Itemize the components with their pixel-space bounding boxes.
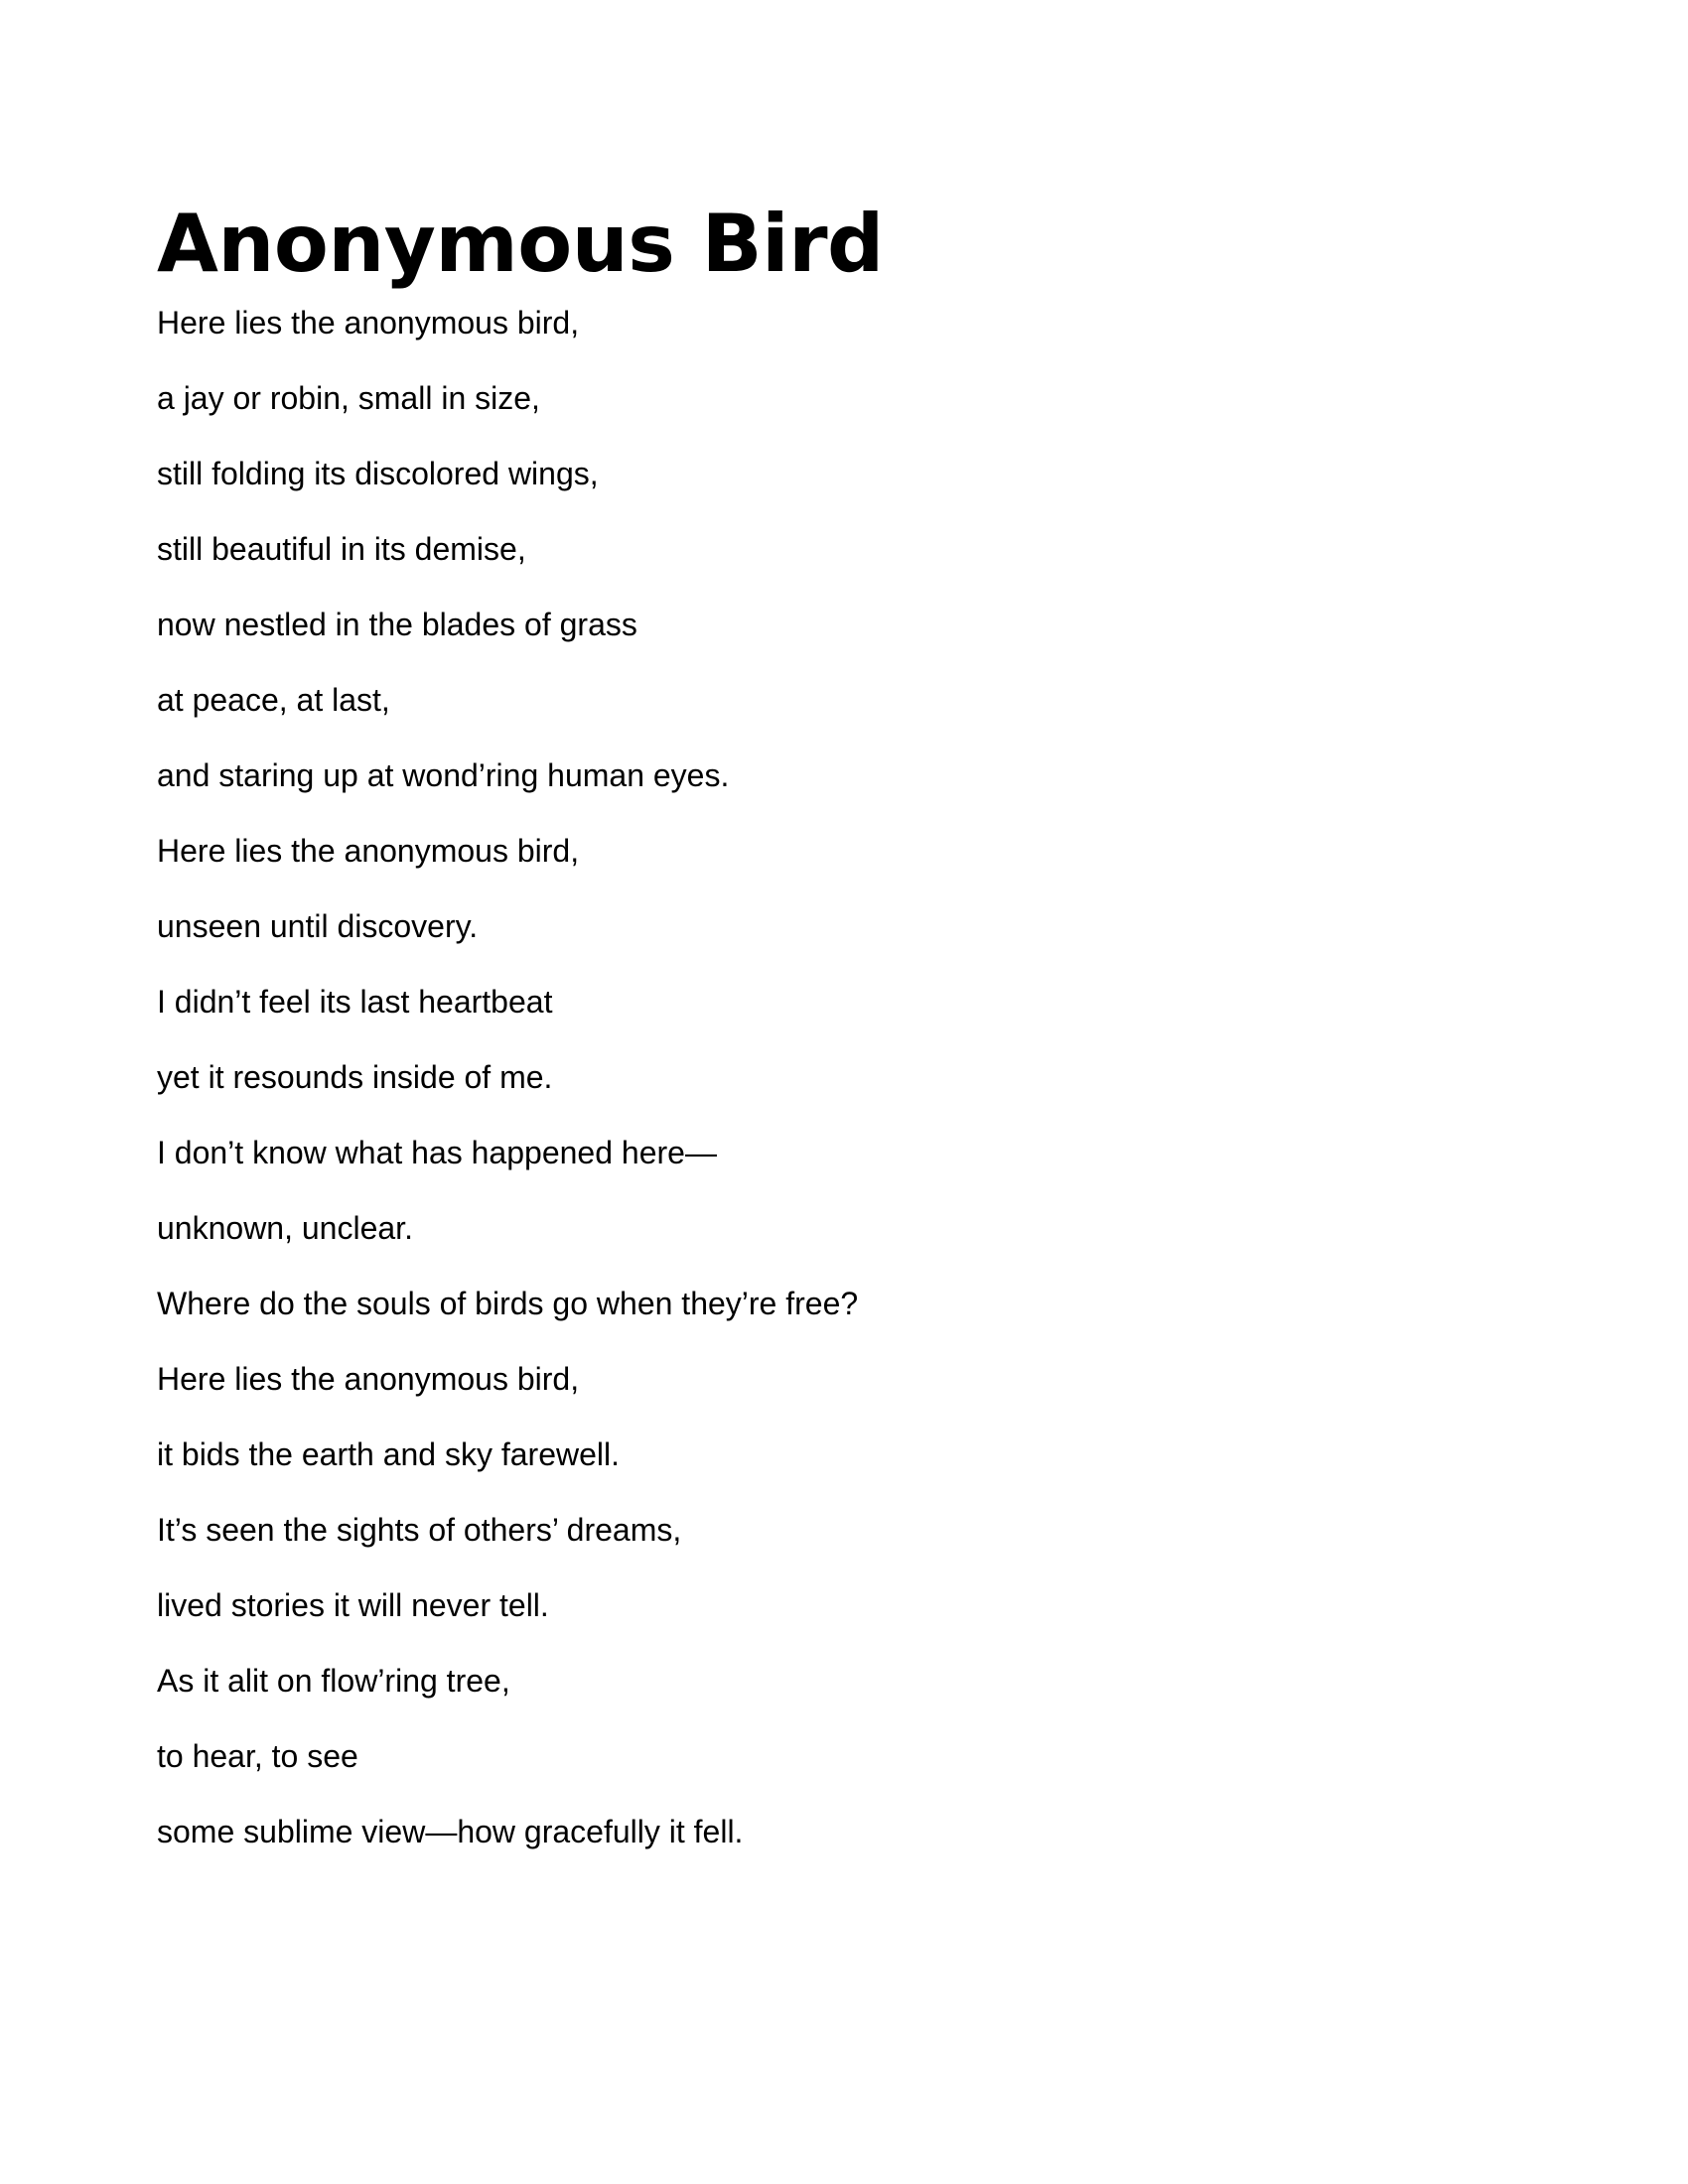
poem-title: Anonymous Bird bbox=[157, 198, 884, 290]
stanza-2 bbox=[157, 832, 1527, 1322]
poem-line: lived stories it will never tell. bbox=[157, 1587, 549, 1623]
poem-line: Here lies the anonymous bird, bbox=[157, 305, 580, 341]
poem-line: it bids the earth and sky farewell. bbox=[157, 1436, 621, 1472]
poem-line: yet it resounds inside of me. bbox=[157, 1059, 553, 1095]
poem-line: Here lies the anonymous bird, bbox=[157, 1361, 580, 1397]
poem-line: some sublime view—how gracefully it fell. bbox=[157, 1814, 744, 1849]
poem-line: at peace, at last, bbox=[157, 682, 390, 718]
poem-line: still beautiful in its demise, bbox=[157, 531, 526, 567]
poem-line: and staring up at wond’ring human eyes. bbox=[157, 757, 730, 793]
poem-line: to hear, to see bbox=[157, 1738, 358, 1774]
poem-line: unknown, unclear. bbox=[157, 1210, 413, 1246]
poem-line: It’s seen the sights of others’ dreams, bbox=[157, 1512, 682, 1548]
poem-line: As it alit on flow’ring tree, bbox=[157, 1663, 510, 1699]
poem-line: I don’t know what has happened here— bbox=[157, 1135, 717, 1170]
poem-line: a jay or robin, small in size, bbox=[157, 380, 540, 416]
poem-line: unseen until discovery. bbox=[157, 908, 479, 944]
stanza-1 bbox=[157, 304, 1527, 794]
stanza-3 bbox=[157, 1360, 1527, 1850]
poem-line: I didn’t feel its last heartbeat bbox=[157, 984, 553, 1020]
document-page bbox=[157, 197, 1527, 1888]
poem-line: still folding its discolored wings, bbox=[157, 456, 599, 491]
poem-line: now nestled in the blades of grass bbox=[157, 607, 637, 642]
poem-line: Here lies the anonymous bird, bbox=[157, 833, 580, 869]
poem-line: Where do the souls of birds go when they’re free? bbox=[157, 1286, 859, 1321]
